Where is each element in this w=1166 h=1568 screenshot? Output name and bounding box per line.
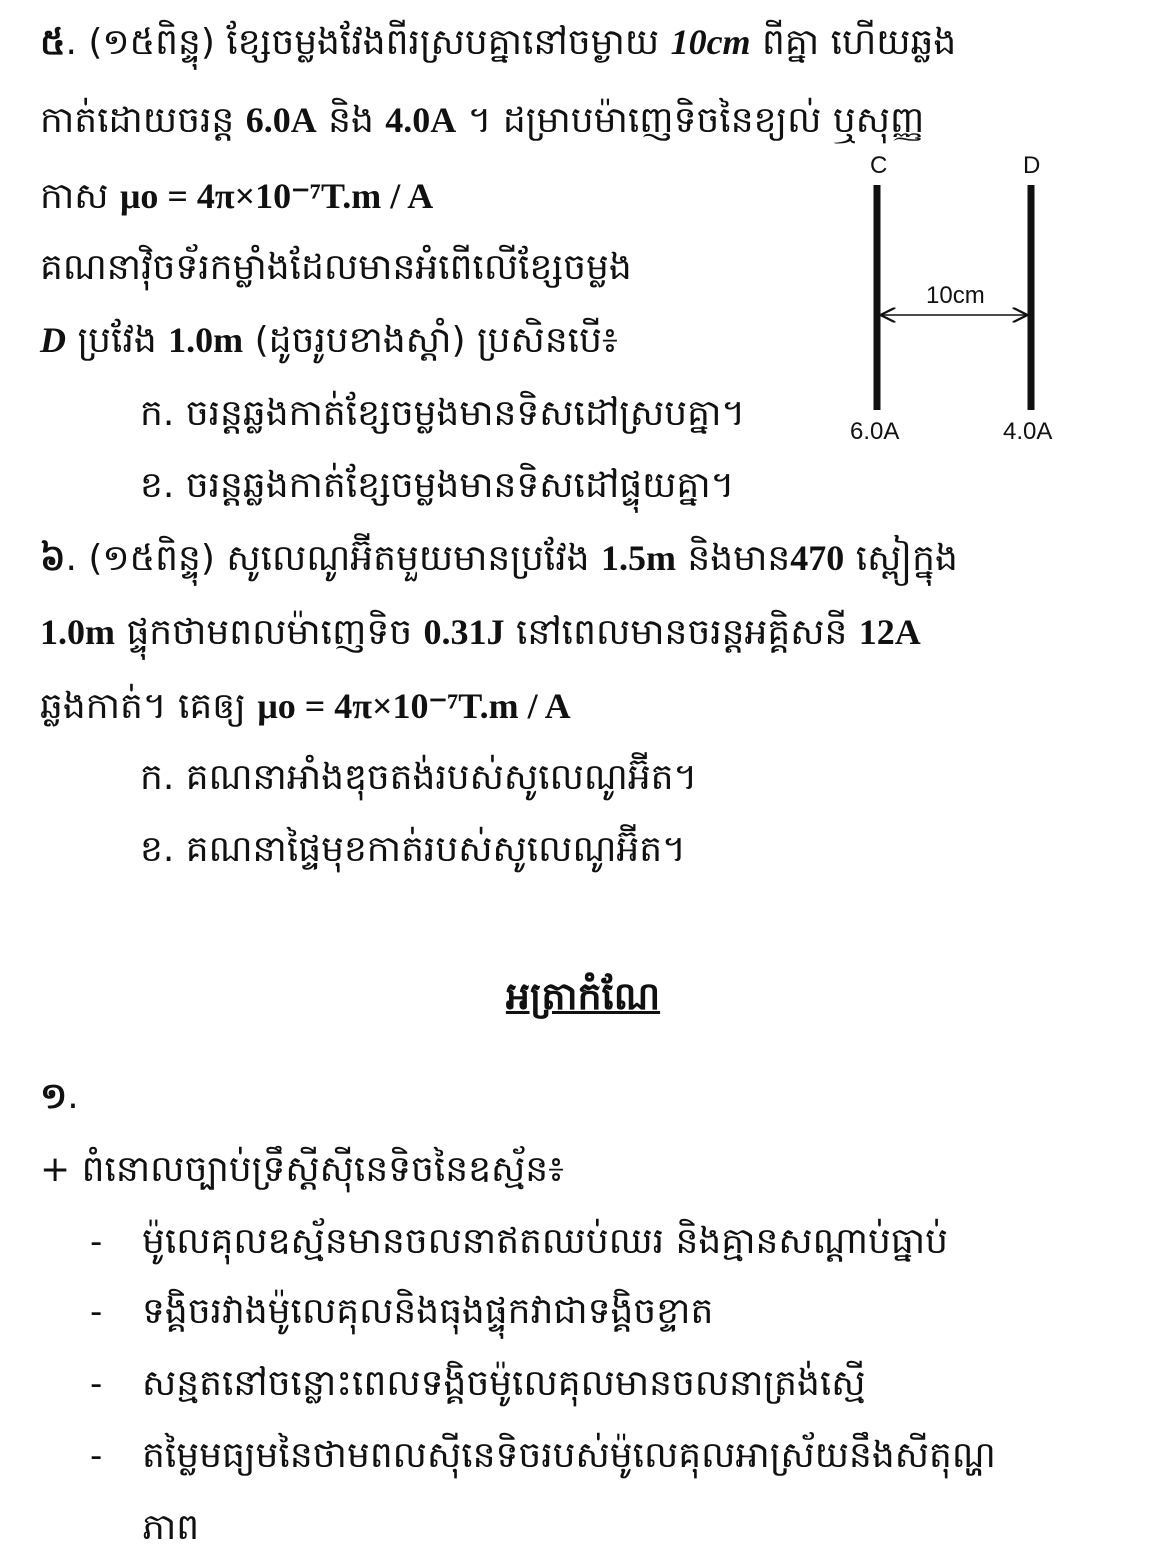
q5-line-5: D ប្រវែង 1.0m (ដូចរូបខាងស្តាំ) ប្រសិនបើ៖ bbox=[40, 320, 618, 361]
bullet-item: សន្មតនៅចន្លោះពេលទង្គិចម៉ូលេគុលមានចលនាត្រង់ស្មើ bbox=[142, 1363, 866, 1404]
bullet-item: ម៉ូលេគុលឧស្ម័នមានចលនាឥតឈប់ឈរ និងគ្មានសណ្តាប់ធ្នាប់ bbox=[142, 1221, 948, 1262]
q6-turns: 470 bbox=[790, 538, 845, 578]
q6-number: ៦ bbox=[40, 538, 66, 578]
label-c: C bbox=[870, 152, 888, 179]
q6-part-a: ក. គណនាអាំងឌុចតង់របស់សូលេណូអ៊ីត។ bbox=[140, 757, 698, 798]
q5-distance: 10cm bbox=[670, 22, 751, 62]
q5-part-b: ខ. ចរន្តឆ្លងកាត់ខ្សែចម្លងមានទិសដៅផ្ទុយគ្នា។ bbox=[140, 465, 735, 506]
label-d: D bbox=[1023, 152, 1041, 179]
q5-number: ៥ bbox=[40, 22, 66, 62]
q5-line-2: កាត់ដោយចរន្ត 6.0A និង 4.0A ។ ដម្រាបម៉ាញេទិចនៃខ្យល់ ឬសុញ្ញ bbox=[40, 100, 925, 141]
bullet-item-continued: ភាព bbox=[142, 1507, 200, 1548]
q5-formula-mu: μo = 4π×10⁻⁷T.m / A bbox=[120, 176, 434, 216]
wire-figure bbox=[840, 150, 1080, 450]
q5-line-1: ៥. (១៥ពិន្ទុ) ខ្សែចម្លងវែងពីរស្របគ្នានៅចម្ងាយ 10cm ពីគ្នា ហើយឆ្លង bbox=[40, 22, 957, 63]
label-current-d: 4.0A bbox=[1003, 418, 1053, 445]
bullet-dash: - bbox=[90, 1436, 103, 1476]
bullet-item: ទង្គិចរវាងម៉ូលេគុលនិងធុងផ្ទុកវាជាទង្គិចខ្ទាត bbox=[142, 1291, 714, 1332]
q5-part-a: ក. ចរន្តឆ្លងកាត់ខ្សែចម្លងមានទិសដៅស្របគ្នា។ bbox=[140, 393, 746, 434]
q6-length: 1.5m bbox=[600, 538, 676, 578]
bullet-dash: - bbox=[90, 1292, 103, 1332]
q5-line-4: គណនាវ៉ិចទ័រកម្លាំងដែលមានអំពើលើខ្សែចម្លង bbox=[40, 247, 632, 288]
q5-current-1: 6.0A bbox=[245, 100, 317, 140]
q6-formula-mu: μo = 4π×10⁻⁷T.m / A bbox=[257, 686, 571, 726]
q6-line-3: ឆ្លងកាត់។ គេឲ្យ μo = 4π×10⁻⁷T.m / A bbox=[40, 686, 571, 727]
q6-line-1: ៦. (១៥ពិន្ទុ) សូលេណូអ៊ីតមួយមានប្រវែង 1.5m និងមាន470 ស្ពៀក្នុង bbox=[40, 538, 958, 579]
q6-current: 12A bbox=[858, 612, 921, 652]
bullet-dash: - bbox=[90, 1222, 103, 1262]
q5-current-2: 4.0A bbox=[385, 100, 457, 140]
answer-1-intro: + ពំនោលច្បាប់ទ្រឹស្តីស៊ីនេទិចនៃឧស្ម័ន៖ bbox=[40, 1149, 564, 1190]
label-distance: 10cm bbox=[926, 282, 985, 309]
q6-energy: 0.31J bbox=[423, 612, 505, 652]
q6-line-2: 1.0m ផ្ទុកថាមពលម៉ាញេទិច 0.31J នៅពេលមានចរន្តអគ្គិសនី 12A bbox=[40, 612, 921, 653]
bullet-item: តម្លៃមធ្យមនៃថាមពលស៊ីនេទិចរបស់ម៉ូលេគុលអាស្រ័យនឹងសីតុណ្ហ bbox=[142, 1435, 996, 1476]
bullet-dash: - bbox=[90, 1364, 103, 1404]
answers-heading: អត្រាកំណែ bbox=[505, 974, 661, 1018]
q6-part-b: ខ. គណនាផ្ទៃមុខកាត់របស់សូលេណូអ៊ីត។ bbox=[140, 829, 686, 870]
answer-1-number: ១. bbox=[40, 1076, 79, 1117]
q5-line-3: កាស μo = 4π×10⁻⁷T.m / A bbox=[40, 176, 434, 217]
label-current-c: 6.0A bbox=[850, 418, 900, 445]
q5-length: 1.0m bbox=[168, 320, 244, 360]
q5-wire-d: D bbox=[40, 320, 66, 360]
